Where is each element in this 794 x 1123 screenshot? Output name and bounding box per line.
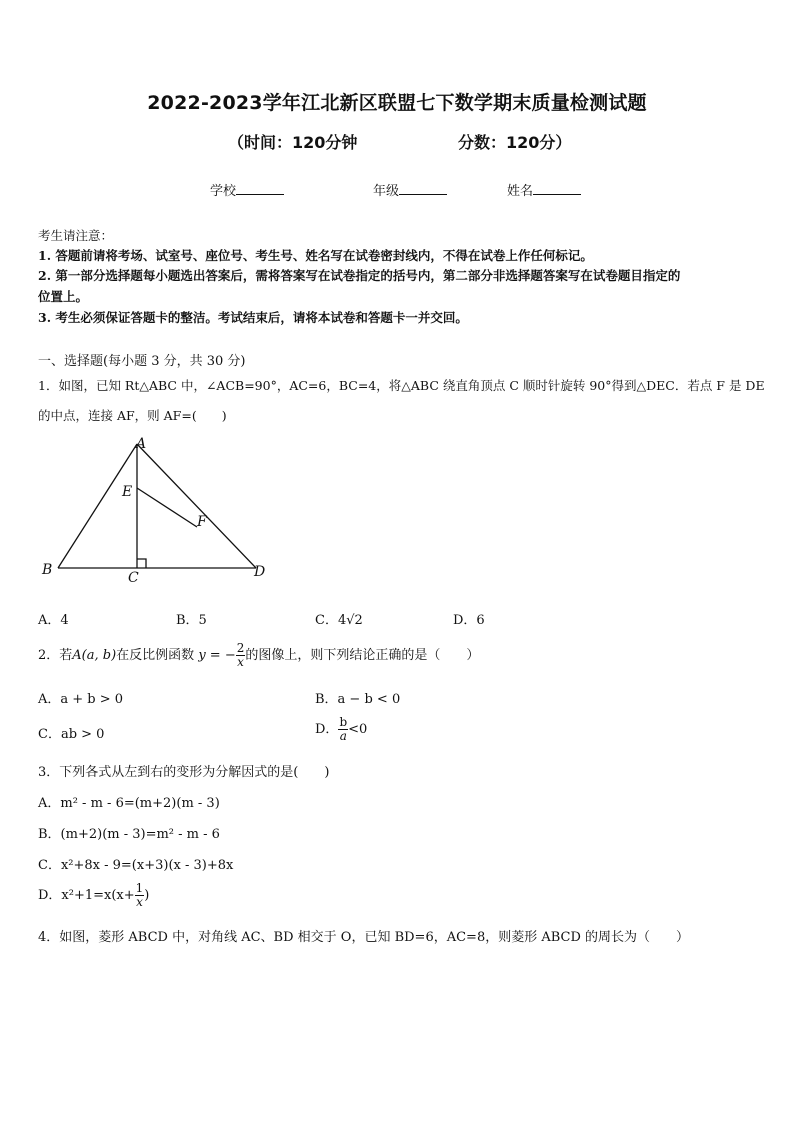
note-2-cont: 位置上。 (38, 289, 89, 304)
q2-func-lhs: y = − (198, 648, 236, 663)
q2-mid: 在反比例函数 (116, 648, 195, 663)
q2-option-d-rel: <0 (348, 722, 368, 737)
note-2: 2. 第一部分选择题每小题选出答案后，需将答案写在试卷指定的括号内，第二部分非选择题答案写在试卷题目指定的 (38, 268, 681, 283)
q2-point: A(a, b) (72, 648, 117, 663)
label-F: F (197, 514, 207, 530)
q1-option-d: D．6 (453, 613, 485, 628)
notes-heading: 考生请注意： (38, 228, 114, 243)
grade-field (373, 180, 447, 199)
q3-option-d-pre: D．x²+1=x(x+ (38, 888, 135, 903)
edge-EF (137, 488, 197, 527)
q3-option-c: C．x²+8x - 9=(x+3)(x - 3)+8x (38, 858, 234, 873)
q1-option-c (315, 609, 363, 628)
right-angle-mark (137, 559, 146, 568)
q3-option-d-num: 1 (135, 881, 144, 895)
name-label: 姓名 (507, 184, 534, 199)
school-label: 学校 (210, 184, 237, 199)
q3-option-d (38, 882, 149, 909)
q4-stem: 4．如图，菱形 ABCD 中，对角线 AC、BD 相交于 O，已知 BD=6，AC=8，则菱形 ABCD 的周长为（ ） (38, 930, 690, 945)
q3-option-a: A．m² - m - 6=(m+2)(m - 3) (38, 796, 220, 811)
name-field (507, 180, 581, 199)
q1-option-c-label: C． (315, 613, 338, 628)
q2-func-num: 2 (236, 641, 245, 655)
q3-option-b: B．(m+2)(m - 3)=m² - m - 6 (38, 827, 220, 842)
q2-option-a: A．a + b > 0 (38, 692, 124, 707)
school-field (210, 180, 284, 199)
label-E: E (122, 484, 133, 500)
q3-option-d-fraction (135, 882, 145, 909)
note-3: 3. 考生必须保证答题卡的整洁。考试结束后，请将本试卷和答题卡一并交回。 (38, 310, 468, 325)
label-B: B (42, 562, 53, 578)
exam-time: （时间：120分钟 (228, 133, 358, 152)
note-1: 1. 答题前请将考场、试室号、座位号、考生号、姓名写在试卷密封线内，不得在试卷上作任何标记。 (38, 248, 593, 263)
edge-AD (137, 444, 256, 568)
grade-blank (399, 182, 447, 195)
name-blank (533, 182, 581, 195)
q2-func-fraction (236, 642, 246, 669)
school-blank (236, 182, 284, 195)
q1-stem-line1: 1．如图，已知 Rt△ABC 中，∠ACB=90°，AC=6，BC=4，将△ABC 绕直角顶点 C 顺时针旋转 90°得到△DEC．若点 F 是 DE (38, 378, 765, 393)
label-A: A (136, 436, 147, 452)
q3-option-d-den: x (136, 895, 143, 909)
q2-post: 的图像上，则下列结论正确的是（ ） (245, 648, 480, 663)
q2-func-den: x (237, 655, 244, 669)
q2-option-d-label: D． (315, 722, 339, 737)
q1-figure (36, 434, 276, 590)
q2-option-d-den: a (339, 729, 347, 743)
q2-option-b: B．a − b < 0 (315, 692, 401, 707)
section-heading: 一、选择题(每小题 3 分，共 30 分) (38, 354, 246, 369)
q1-stem-line2: 的中点，连接 AF，则 AF=( ) (38, 408, 227, 423)
label-D: D (254, 564, 266, 580)
q2-option-d (315, 716, 367, 743)
exam-score: 分数：120分） (458, 133, 572, 152)
edge-BA (58, 444, 137, 568)
q2-option-c: C．ab > 0 (38, 727, 105, 742)
q2-option-d-fraction (338, 716, 348, 743)
q2-stem (38, 642, 479, 669)
q1-option-c-value: 4√2 (337, 613, 363, 628)
q2-option-d-num: b (339, 715, 348, 729)
label-C: C (128, 570, 139, 586)
q3-option-d-post: ) (144, 888, 150, 903)
grade-label: 年级 (373, 184, 400, 199)
q3-stem: 3．下列各式从左到右的变形为分解因式的是( ) (38, 765, 330, 780)
q2-prefix: 2．若 (38, 648, 73, 663)
q1-option-b: B．5 (176, 613, 207, 628)
page-title: 2022-2023学年江北新区联盟七下数学期末质量检测试题 (147, 92, 647, 114)
q1-option-a: A．4 (38, 613, 69, 628)
